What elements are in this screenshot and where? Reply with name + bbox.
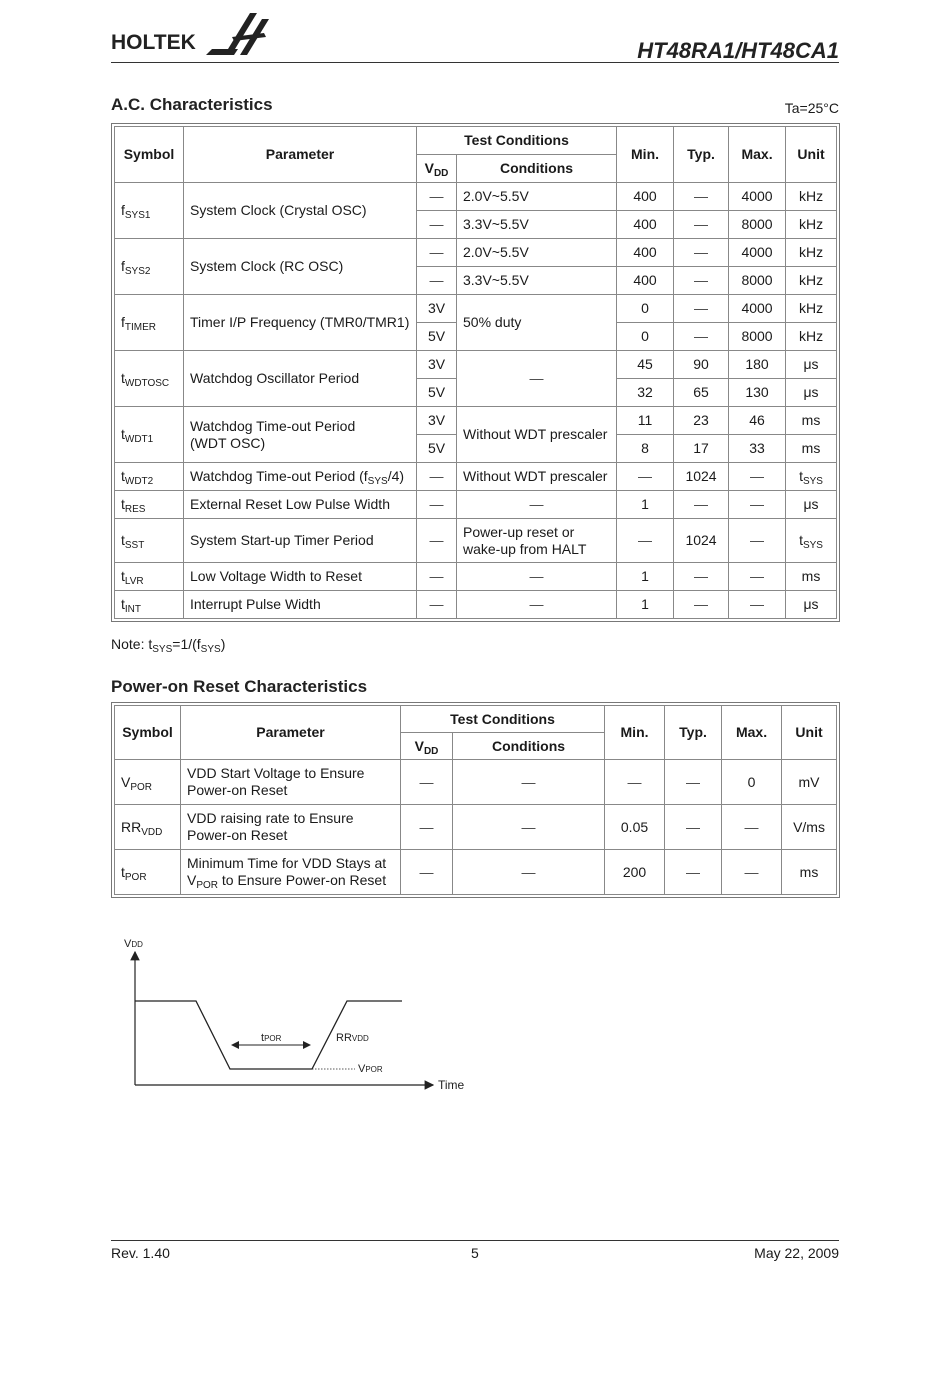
- por-section-title: Power-on Reset Characteristics: [111, 677, 368, 696]
- parameter-cell: System Clock (Crystal OSC): [184, 183, 417, 239]
- min-cell: 400: [617, 211, 674, 239]
- typ-cell: —: [665, 760, 722, 805]
- parameter-cell: Watchdog Time-out Period $(f_{SYS}/4)$: [184, 463, 417, 491]
- max-cell: 46: [729, 407, 786, 435]
- unit-cell: kHz: [786, 267, 837, 295]
- col-header-conditions: Conditions: [457, 155, 617, 183]
- typ-cell: 90: [674, 351, 729, 379]
- table-row: [115, 491, 837, 519]
- table-row: [115, 563, 837, 591]
- col-header-typ: Typ.: [665, 706, 722, 760]
- min-cell: 0.05: [605, 805, 665, 850]
- symbol-cell: $t_{WDT2}$: [115, 463, 184, 491]
- symbol-cell: $f_{TIMER}$: [115, 295, 184, 351]
- ac-section-title: A.C. Characteristics: [111, 95, 273, 114]
- parameter-cell: Low Voltage Width to Reset: [184, 563, 417, 591]
- parameter-cell: Watchdog Oscillator Period: [184, 351, 417, 407]
- x-axis-label: Time: [438, 1078, 465, 1092]
- unit-cell: ms: [786, 407, 837, 435]
- conditions-cell: 2.0V~5.5V: [457, 183, 617, 211]
- col-header-unit: Unit: [786, 127, 837, 183]
- unit-cell: V/ms: [782, 805, 837, 850]
- conditions-cell: 2.0V~5.5V: [457, 239, 617, 267]
- vpor-label: VPOR: [358, 1063, 383, 1075]
- vdd-cell: —: [417, 267, 457, 295]
- typ-cell: 17: [674, 435, 729, 463]
- typ-cell: 1024: [674, 519, 729, 563]
- unit-cell: kHz: [786, 239, 837, 267]
- por-timing-diagram: [115, 930, 485, 1100]
- table-row: [115, 183, 837, 211]
- min-cell: 200: [605, 850, 665, 895]
- conditions-cell: Power-up reset or wake-up from HALT: [457, 519, 617, 563]
- conditions-cell: 3.3V~5.5V: [457, 211, 617, 239]
- min-cell: —: [617, 519, 674, 563]
- ac-characteristics-table-frame: [111, 123, 840, 622]
- vdd-cell: 5V: [417, 435, 457, 463]
- max-cell: 33: [729, 435, 786, 463]
- vdd-cell: —: [401, 760, 453, 805]
- max-cell: 8000: [729, 323, 786, 351]
- parameter-cell: Watchdog Time-out Period (WDT OSC): [184, 407, 417, 463]
- conditions-cell: —: [453, 805, 605, 850]
- vdd-cell: —: [401, 850, 453, 895]
- min-cell: 11: [617, 407, 674, 435]
- unit-cell: μs: [786, 379, 837, 407]
- max-cell: 4000: [729, 239, 786, 267]
- col-header-max: Max.: [722, 706, 782, 760]
- vdd-cell: 5V: [417, 323, 457, 351]
- min-cell: —: [605, 760, 665, 805]
- col-header-conditions: Conditions: [453, 733, 605, 760]
- vdd-cell: —: [417, 519, 457, 563]
- parameter-cell: Interrupt Pulse Width: [184, 591, 417, 619]
- header-divider: [111, 62, 839, 63]
- symbol-cell: $t_{RES}$: [115, 491, 184, 519]
- parameter-cell: Minimum Time for VDD Stays at $V_{POR}$ to Ensure Power-on Reset: [181, 850, 401, 895]
- symbol-cell: $t_{INT}$: [115, 591, 184, 619]
- unit-cell: ms: [786, 435, 837, 463]
- page-number: 5: [471, 1245, 479, 1261]
- max-cell: 4000: [729, 183, 786, 211]
- ac-characteristics-table: [114, 126, 837, 619]
- brand-logo-text: HOLTEK: [111, 31, 196, 54]
- min-cell: 1: [617, 563, 674, 591]
- symbol-cell: $t_{POR}$: [115, 850, 181, 895]
- unit-cell: μs: [786, 491, 837, 519]
- min-cell: 400: [617, 267, 674, 295]
- unit-cell: ms: [786, 563, 837, 591]
- col-header-symbol: Symbol: [115, 127, 184, 183]
- vdd-cell: —: [417, 591, 457, 619]
- parameter-cell: VDD Start Voltage to Ensure Power-on Reset: [181, 760, 401, 805]
- max-cell: —: [722, 805, 782, 850]
- col-header-test-conditions: Test Conditions: [401, 706, 605, 733]
- max-cell: 130: [729, 379, 786, 407]
- vdd-cell: 5V: [417, 379, 457, 407]
- vdd-cell: —: [417, 183, 457, 211]
- typ-cell: —: [665, 805, 722, 850]
- unit-cell: ms: [782, 850, 837, 895]
- col-header-symbol: Symbol: [115, 706, 181, 760]
- max-cell: 180: [729, 351, 786, 379]
- symbol-cell: $V_{POR}$: [115, 760, 181, 805]
- conditions-cell: Without WDT prescaler: [457, 463, 617, 491]
- parameter-cell: VDD raising rate to Ensure Power-on Reset: [181, 805, 401, 850]
- col-header-min: Min.: [617, 127, 674, 183]
- table-header-row: [115, 706, 837, 733]
- min-cell: 45: [617, 351, 674, 379]
- vdd-cell: —: [417, 491, 457, 519]
- col-header-parameter: Parameter: [184, 127, 417, 183]
- min-cell: —: [617, 463, 674, 491]
- brand-logo-icon: [204, 5, 274, 61]
- min-cell: 400: [617, 183, 674, 211]
- symbol-cell: $RR_{VDD}$: [115, 805, 181, 850]
- col-header-typ: Typ.: [674, 127, 729, 183]
- rrvdd-label: RRVDD: [336, 1032, 369, 1044]
- col-header-max: Max.: [729, 127, 786, 183]
- parameter-cell: System Start-up Timer Period: [184, 519, 417, 563]
- typ-cell: —: [674, 211, 729, 239]
- min-cell: 0: [617, 323, 674, 351]
- vdd-cell: —: [401, 805, 453, 850]
- parameter-cell: System Clock (RC OSC): [184, 239, 417, 295]
- vdd-cell: —: [417, 563, 457, 591]
- vdd-cell: 3V: [417, 295, 457, 323]
- vdd-cell: 3V: [417, 351, 457, 379]
- table-row: [115, 407, 837, 435]
- table-row: [115, 463, 837, 491]
- col-header-test-conditions: Test Conditions: [417, 127, 617, 155]
- symbol-cell: $t_{SST}$: [115, 519, 184, 563]
- max-cell: —: [729, 519, 786, 563]
- vdd-cell: —: [417, 239, 457, 267]
- revision: Rev. 1.40: [111, 1245, 170, 1261]
- tpor-label: tPOR: [261, 1032, 282, 1044]
- conditions-cell: —: [453, 850, 605, 895]
- symbol-cell: $t_{LVR}$: [115, 563, 184, 591]
- symbol-cell: $t_{WDTOSC}$: [115, 351, 184, 407]
- conditions-cell: Without WDT prescaler: [457, 407, 617, 463]
- publish-date: May 22, 2009: [754, 1245, 839, 1261]
- table-row: [115, 351, 837, 379]
- min-cell: 1: [617, 491, 674, 519]
- typ-cell: —: [674, 239, 729, 267]
- unit-cell: mV: [782, 760, 837, 805]
- table-row: [115, 295, 837, 323]
- typ-cell: 1024: [674, 463, 729, 491]
- por-characteristics-table-frame: [111, 702, 840, 898]
- max-cell: 0: [722, 760, 782, 805]
- typ-cell: —: [674, 591, 729, 619]
- typ-cell: —: [674, 563, 729, 591]
- typ-cell: 23: [674, 407, 729, 435]
- table-note: Note: $t_{SYS}=1/(f_{SYS})$: [111, 636, 226, 655]
- table-row: [115, 805, 837, 850]
- unit-cell: μs: [786, 591, 837, 619]
- conditions-cell: —: [457, 563, 617, 591]
- vdd-cell: —: [417, 463, 457, 491]
- min-cell: 400: [617, 239, 674, 267]
- parameter-cell: Timer I/P Frequency (TMR0/TMR1): [184, 295, 417, 351]
- unit-cell: kHz: [786, 183, 837, 211]
- unit-cell: $t_{SYS}$: [786, 463, 837, 491]
- max-cell: 8000: [729, 211, 786, 239]
- table-row: [115, 239, 837, 267]
- conditions-cell: —: [457, 351, 617, 407]
- typ-cell: —: [674, 295, 729, 323]
- symbol-cell: $f_{SYS2}$: [115, 239, 184, 295]
- typ-cell: —: [674, 491, 729, 519]
- por-characteristics-table: [114, 705, 837, 895]
- table-row: [115, 760, 837, 805]
- typ-cell: 65: [674, 379, 729, 407]
- document-title: HT48RA1/HT48CA1: [637, 38, 839, 63]
- y-axis-label: VDD: [124, 938, 143, 950]
- unit-cell: kHz: [786, 211, 837, 239]
- typ-cell: —: [674, 267, 729, 295]
- max-cell: —: [729, 491, 786, 519]
- symbol-cell: $f_{SYS1}$: [115, 183, 184, 239]
- parameter-cell: External Reset Low Pulse Width: [184, 491, 417, 519]
- min-cell: 0: [617, 295, 674, 323]
- col-header-min: Min.: [605, 706, 665, 760]
- conditions-cell: 50% duty: [457, 295, 617, 351]
- table-row: [115, 591, 837, 619]
- vdd-cell: —: [417, 211, 457, 239]
- max-cell: —: [729, 463, 786, 491]
- symbol-cell: $t_{WDT1}$: [115, 407, 184, 463]
- unit-cell: $t_{SYS}$: [786, 519, 837, 563]
- max-cell: —: [729, 591, 786, 619]
- table-row: [115, 519, 837, 563]
- min-cell: 32: [617, 379, 674, 407]
- unit-cell: μs: [786, 351, 837, 379]
- col-header-unit: Unit: [782, 706, 837, 760]
- conditions-cell: —: [457, 491, 617, 519]
- conditions-cell: —: [457, 591, 617, 619]
- col-header-vdd: $V_{DD}$: [417, 155, 457, 183]
- typ-cell: —: [665, 850, 722, 895]
- typ-cell: —: [674, 183, 729, 211]
- min-cell: 1: [617, 591, 674, 619]
- footer-divider: [111, 1240, 839, 1241]
- col-header-parameter: Parameter: [181, 706, 401, 760]
- conditions-cell: 3.3V~5.5V: [457, 267, 617, 295]
- max-cell: —: [722, 850, 782, 895]
- conditions-cell: —: [453, 760, 605, 805]
- min-cell: 8: [617, 435, 674, 463]
- table-header-row: [115, 127, 837, 155]
- vdd-cell: 3V: [417, 407, 457, 435]
- table-row: [115, 850, 837, 895]
- col-header-vdd: $V_{DD}$: [401, 733, 453, 760]
- ambient-temperature: Ta=25°C: [784, 100, 839, 116]
- typ-cell: —: [674, 323, 729, 351]
- max-cell: 4000: [729, 295, 786, 323]
- max-cell: —: [729, 563, 786, 591]
- unit-cell: kHz: [786, 323, 837, 351]
- unit-cell: kHz: [786, 295, 837, 323]
- max-cell: 8000: [729, 267, 786, 295]
